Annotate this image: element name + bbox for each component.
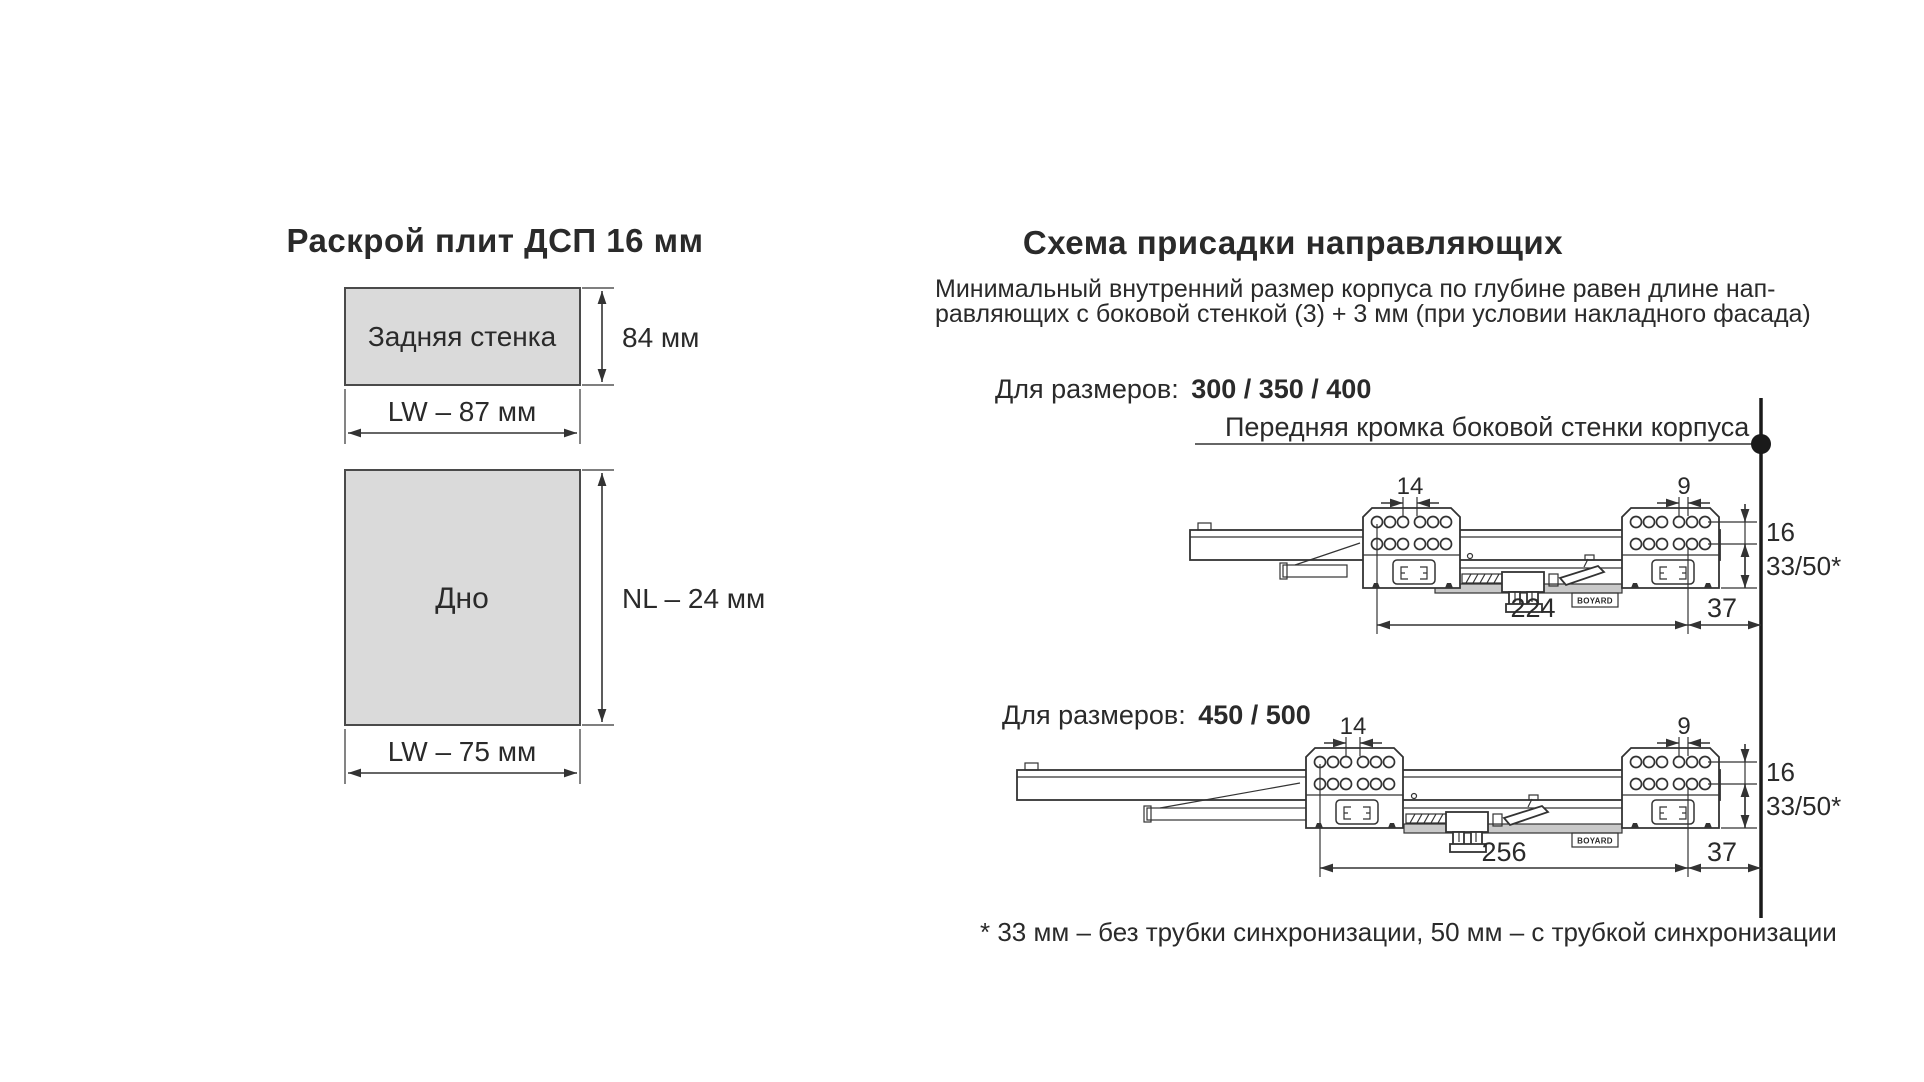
drilling-section xyxy=(935,224,1841,947)
drilling-desc-line1: Минимальный внутренний размер корпуса по глубине равен длине нап- xyxy=(935,275,1776,303)
dim-rows-depth xyxy=(1708,744,1841,828)
dim-back-wall-width xyxy=(345,389,580,444)
bottom-height-label: NL – 24 мм xyxy=(622,583,766,614)
rear-mounting-bracket xyxy=(1622,748,1719,828)
svg-text:37: 37 xyxy=(1706,837,1738,867)
sync-hatch-strip xyxy=(1462,574,1504,583)
dim-rows-depth xyxy=(1708,504,1841,588)
back-wall-width-label: LW – 87 мм xyxy=(387,396,537,427)
svg-text:14: 14 xyxy=(1396,473,1424,500)
drilling-title: Схема присадки направляющих xyxy=(1022,224,1564,261)
slide-drawing-450-500 xyxy=(1017,713,1841,877)
brand-logo xyxy=(1572,833,1618,847)
inner-rail-front xyxy=(1147,808,1322,820)
bottom-label: Дно xyxy=(435,582,489,615)
svg-text:37: 37 xyxy=(1706,593,1738,623)
dim-bottom-height xyxy=(582,470,765,725)
svg-text:33/50*: 33/50* xyxy=(1766,551,1842,581)
cutting-title: Раскрой плит ДСП 16 мм xyxy=(286,222,704,259)
svg-text:16: 16 xyxy=(1766,757,1795,787)
diagram-canvas: BOYARD Раскрой плит ДСП 16 мм Задняя стенка 84 мм LW – 87 мм Дно NL – 24 мм LW – 75 мм Схема присадки направляющих Минимальный внутренний размер корпуса по глубине равен длине нап- равляющих с боковой стенкой (3) + 3 мм (при условии накладного фасада) Для размеров: 300 / 350 / 400 Передняя кромка боковой стенки корпуса 14 9 16 33/50* 224 37 Для размеров: 450 / 500 14 9 16 33/50* 256 37 * 33 мм – без трубки синхронизации, 50 мм – с трубкой синхронизации xyxy=(5,3,1842,947)
brand-logo xyxy=(1572,593,1618,607)
svg-text:256: 256 xyxy=(1481,837,1527,867)
back-wall-label: Задняя стенка xyxy=(367,321,557,352)
front-edge-dot xyxy=(1751,434,1771,454)
bottom-width-label: LW – 75 мм xyxy=(387,736,537,767)
rear-mounting-bracket xyxy=(1622,508,1719,588)
cutting-section xyxy=(286,222,765,784)
svg-text:224: 224 xyxy=(1510,593,1556,623)
slide-drawing-300-350-400 xyxy=(1190,473,1841,634)
inner-rail-extended xyxy=(1404,824,1622,833)
svg-text:33/50*: 33/50* xyxy=(1766,791,1842,821)
sizes-line-large: Для размеров: 450 / 500 xyxy=(1002,700,1311,730)
svg-text:9: 9 xyxy=(1677,473,1691,500)
dim-bottom-width xyxy=(345,729,580,784)
sync-hatch-strip xyxy=(1406,814,1448,823)
svg-text:14: 14 xyxy=(1339,713,1367,740)
rail-front-clip xyxy=(1025,763,1038,770)
svg-text:9: 9 xyxy=(1677,713,1691,740)
back-wall-height-label: 84 мм xyxy=(622,322,700,353)
inner-rail-front xyxy=(1283,565,1347,577)
svg-text:16: 16 xyxy=(1766,517,1795,547)
drilling-desc-line2: равляющих с боковой стенкой (3) + 3 мм (при условии накладного фасада) xyxy=(935,300,1811,328)
rail-front-clip xyxy=(1198,523,1211,530)
front-edge-label: Передняя кромка боковой стенки корпуса xyxy=(1225,412,1750,442)
sync-footnote: * 33 мм – без трубки синхронизации, 50 мм – с трубкой синхронизации xyxy=(980,917,1837,947)
sizes-line-small: Для размеров: 300 / 350 / 400 xyxy=(995,374,1372,404)
dim-back-wall-height xyxy=(582,288,699,385)
